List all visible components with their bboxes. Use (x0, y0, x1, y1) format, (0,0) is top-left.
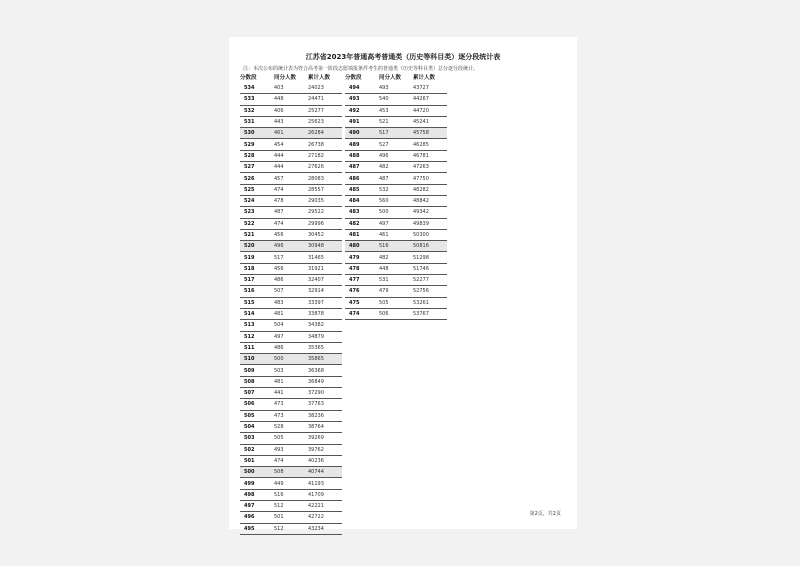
table-row (240, 297, 342, 308)
cell-score: 484 (345, 195, 379, 206)
table-note: 注：本次公布的统计表为符合高考第一阶段志愿填报条件考生的普通类（历史等科目类）总分逐分段统计。 (243, 66, 479, 72)
header-cumulative: 累计人数 (413, 75, 436, 81)
cell-cumulative: 35365 (308, 342, 342, 353)
cell-score: 501 (240, 455, 274, 466)
cell-cumulative: 34382 (308, 320, 342, 331)
cell-same-count: 540 (379, 94, 413, 105)
cell-score: 520 (240, 241, 274, 252)
cell-cumulative: 26284 (308, 128, 342, 139)
table-row (240, 229, 342, 240)
table-row (240, 444, 342, 455)
cell-same-count: 505 (379, 297, 413, 308)
cell-cumulative: 39762 (308, 444, 342, 455)
cell-same-count: 493 (274, 444, 308, 455)
cell-score: 497 (240, 500, 274, 511)
cell-same-count: 456 (274, 263, 308, 274)
cell-cumulative: 30452 (308, 229, 342, 240)
cell-same-count: 497 (274, 331, 308, 342)
table-row (240, 433, 342, 444)
table-row (345, 241, 447, 252)
table-row (345, 83, 447, 94)
cell-same-count: 444 (274, 162, 308, 173)
cell-cumulative: 40236 (308, 455, 342, 466)
cell-score: 495 (240, 523, 274, 534)
cell-score: 487 (345, 162, 379, 173)
table-row (345, 263, 447, 274)
cell-same-count: 505 (274, 433, 308, 444)
cell-cumulative: 42221 (308, 500, 342, 511)
table-row (345, 207, 447, 218)
cell-score: 511 (240, 342, 274, 353)
cell-score: 514 (240, 308, 274, 319)
cell-score: 488 (345, 150, 379, 161)
cell-score: 508 (240, 376, 274, 387)
cell-same-count: 528 (274, 421, 308, 432)
cell-same-count: 478 (274, 195, 308, 206)
cell-cumulative: 48282 (413, 184, 447, 195)
cell-same-count: 403 (274, 83, 308, 94)
cell-same-count: 486 (274, 342, 308, 353)
cell-cumulative: 26738 (308, 139, 342, 150)
cell-cumulative: 40744 (308, 467, 342, 478)
table-row (240, 523, 342, 534)
cell-same-count: 508 (274, 467, 308, 478)
table-row (345, 139, 447, 150)
cell-same-count: 512 (274, 500, 308, 511)
table-row (240, 512, 342, 523)
cell-cumulative: 37763 (308, 399, 342, 410)
cell-same-count: 449 (274, 478, 308, 489)
table-row (240, 354, 342, 365)
table-row (345, 94, 447, 105)
cell-same-count: 501 (274, 512, 308, 523)
table-row (345, 150, 447, 161)
cell-same-count: 457 (274, 173, 308, 184)
cell-same-count: 461 (379, 229, 413, 240)
cell-same-count: 461 (274, 128, 308, 139)
cell-same-count: 481 (274, 308, 308, 319)
cell-score: 485 (345, 184, 379, 195)
table-row (240, 275, 342, 286)
page-title: 江苏省2023年普通高考普通类（历史等科目类）逐分段统计表 (305, 53, 501, 61)
cell-score: 531 (240, 116, 274, 127)
cell-score: 525 (240, 184, 274, 195)
cell-cumulative: 42722 (308, 512, 342, 523)
table-row (240, 105, 342, 116)
header-score: 分数段 (345, 75, 362, 81)
cell-same-count: 482 (379, 162, 413, 173)
cell-score: 519 (240, 252, 274, 263)
cell-same-count: 503 (274, 365, 308, 376)
cell-cumulative: 36849 (308, 376, 342, 387)
cell-same-count: 517 (379, 128, 413, 139)
cell-cumulative: 29035 (308, 195, 342, 206)
cell-same-count: 512 (274, 523, 308, 534)
cell-cumulative: 27626 (308, 162, 342, 173)
cell-cumulative: 49342 (413, 207, 447, 218)
cell-same-count: 487 (274, 207, 308, 218)
cell-cumulative: 39269 (308, 433, 342, 444)
table-row (240, 286, 342, 297)
cell-cumulative: 32407 (308, 275, 342, 286)
table-row (345, 286, 447, 297)
cell-score: 510 (240, 354, 274, 365)
cell-score: 512 (240, 331, 274, 342)
table-row (240, 399, 342, 410)
table-row (240, 308, 342, 319)
cell-score: 498 (240, 489, 274, 500)
cell-same-count: 448 (274, 94, 308, 105)
cell-cumulative: 28083 (308, 173, 342, 184)
cell-score: 521 (240, 229, 274, 240)
table-row (240, 376, 342, 387)
cell-cumulative: 45241 (413, 116, 447, 127)
table-row (240, 467, 342, 478)
cell-same-count: 456 (274, 229, 308, 240)
table-row (345, 275, 447, 286)
table-row (345, 308, 447, 319)
cell-cumulative: 46781 (413, 150, 447, 161)
cell-same-count: 500 (274, 354, 308, 365)
cell-same-count: 486 (274, 275, 308, 286)
cell-score: 479 (345, 252, 379, 263)
table-row (345, 229, 447, 240)
cell-cumulative: 31921 (308, 263, 342, 274)
cell-same-count: 473 (274, 410, 308, 421)
cell-same-count: 500 (379, 207, 413, 218)
cell-score: 505 (240, 410, 274, 421)
cell-same-count: 474 (274, 218, 308, 229)
cell-score: 477 (345, 275, 379, 286)
cell-cumulative: 41193 (308, 478, 342, 489)
cell-same-count: 479 (379, 286, 413, 297)
table-row (345, 173, 447, 184)
table-row (240, 184, 342, 195)
cell-cumulative: 53767 (413, 308, 447, 319)
cell-score: 506 (240, 399, 274, 410)
cell-cumulative: 52756 (413, 286, 447, 297)
cell-same-count: 517 (274, 252, 308, 263)
cell-score: 527 (240, 162, 274, 173)
cell-cumulative: 51746 (413, 263, 447, 274)
cell-same-count: 560 (379, 195, 413, 206)
table-row (345, 105, 447, 116)
cell-score: 523 (240, 207, 274, 218)
cell-cumulative: 38236 (308, 410, 342, 421)
table-row (240, 195, 342, 206)
cell-same-count: 473 (274, 399, 308, 410)
table-row (240, 365, 342, 376)
table-row (240, 218, 342, 229)
cell-cumulative: 44720 (413, 105, 447, 116)
table-row (240, 455, 342, 466)
cell-same-count: 483 (274, 297, 308, 308)
cell-same-count: 531 (379, 275, 413, 286)
table-row (240, 410, 342, 421)
table-row (240, 83, 342, 94)
cell-same-count: 448 (379, 263, 413, 274)
cell-cumulative: 44267 (413, 94, 447, 105)
cell-cumulative: 25277 (308, 105, 342, 116)
table-row (345, 184, 447, 195)
cell-same-count: 521 (379, 116, 413, 127)
cell-score: 481 (345, 229, 379, 240)
cell-cumulative: 38764 (308, 421, 342, 432)
table-row (345, 128, 447, 139)
cell-score: 515 (240, 297, 274, 308)
cell-score: 526 (240, 173, 274, 184)
cell-cumulative: 24471 (308, 94, 342, 105)
cell-same-count: 507 (274, 286, 308, 297)
cell-score: 504 (240, 421, 274, 432)
table-row (240, 241, 342, 252)
table-header-row (345, 71, 447, 83)
table-row (240, 173, 342, 184)
cell-score: 482 (345, 218, 379, 229)
cell-cumulative: 31465 (308, 252, 342, 263)
table-row (240, 478, 342, 489)
table-row (240, 94, 342, 105)
cell-same-count: 443 (274, 116, 308, 127)
cell-score: 507 (240, 388, 274, 399)
cell-cumulative: 35865 (308, 354, 342, 365)
table-row (345, 116, 447, 127)
cell-score: 516 (240, 286, 274, 297)
cell-score: 476 (345, 286, 379, 297)
header-cumulative: 累计人数 (308, 75, 331, 81)
cell-score: 474 (345, 308, 379, 319)
cell-cumulative: 43727 (413, 83, 447, 94)
cell-score: 533 (240, 94, 274, 105)
cell-cumulative: 41709 (308, 489, 342, 500)
cell-same-count: 487 (379, 173, 413, 184)
cell-same-count: 493 (379, 83, 413, 94)
cell-score: 509 (240, 365, 274, 376)
cell-same-count: 441 (274, 388, 308, 399)
table-row (240, 252, 342, 263)
cell-score: 517 (240, 275, 274, 286)
table-row (240, 162, 342, 173)
table-row (240, 207, 342, 218)
cell-cumulative: 53261 (413, 297, 447, 308)
cell-score: 494 (345, 83, 379, 94)
cell-same-count: 481 (274, 376, 308, 387)
cell-cumulative: 37290 (308, 388, 342, 399)
cell-cumulative: 51298 (413, 252, 447, 263)
page-number: 第2页，共2页 (529, 511, 561, 517)
cell-score: 528 (240, 150, 274, 161)
cell-same-count: 527 (379, 139, 413, 150)
table-row (240, 116, 342, 127)
table-row (345, 195, 447, 206)
cell-same-count: 496 (379, 150, 413, 161)
cell-score: 475 (345, 297, 379, 308)
cell-same-count: 406 (274, 105, 308, 116)
cell-cumulative: 49839 (413, 218, 447, 229)
table-row (345, 162, 447, 173)
cell-same-count: 497 (379, 218, 413, 229)
table-row (240, 320, 342, 331)
cell-same-count: 474 (274, 455, 308, 466)
cell-cumulative: 52277 (413, 275, 447, 286)
cell-cumulative: 50300 (413, 229, 447, 240)
cell-cumulative: 48842 (413, 195, 447, 206)
cell-same-count: 453 (379, 105, 413, 116)
cell-score: 486 (345, 173, 379, 184)
cell-score: 499 (240, 478, 274, 489)
cell-score: 530 (240, 128, 274, 139)
cell-cumulative: 24023 (308, 83, 342, 94)
cell-score: 493 (345, 94, 379, 105)
table-row (240, 139, 342, 150)
cell-score: 534 (240, 83, 274, 94)
table-row (240, 489, 342, 500)
cell-score: 491 (345, 116, 379, 127)
table-row (240, 263, 342, 274)
cell-cumulative: 32914 (308, 286, 342, 297)
cell-score: 489 (345, 139, 379, 150)
cell-cumulative: 27182 (308, 150, 342, 161)
cell-score: 496 (240, 512, 274, 523)
cell-same-count: 454 (274, 139, 308, 150)
cell-score: 529 (240, 139, 274, 150)
cell-score: 522 (240, 218, 274, 229)
cell-cumulative: 47750 (413, 173, 447, 184)
header-same-count: 同分人数 (274, 75, 297, 81)
cell-cumulative: 46285 (413, 139, 447, 150)
cell-cumulative: 45758 (413, 128, 447, 139)
cell-score: 518 (240, 263, 274, 274)
table-row (240, 128, 342, 139)
table-row (345, 297, 447, 308)
cell-same-count: 474 (274, 184, 308, 195)
score-table-right (345, 71, 447, 320)
table-row (240, 500, 342, 511)
cell-same-count: 506 (379, 308, 413, 319)
table-row (240, 421, 342, 432)
cell-same-count: 516 (274, 489, 308, 500)
score-table-left (240, 71, 342, 535)
table-row (240, 342, 342, 353)
cell-cumulative: 36368 (308, 365, 342, 376)
header-score: 分数段 (240, 75, 257, 81)
cell-score: 490 (345, 128, 379, 139)
cell-score: 480 (345, 241, 379, 252)
cell-score: 502 (240, 444, 274, 455)
cell-cumulative: 50816 (413, 241, 447, 252)
cell-cumulative: 29996 (308, 218, 342, 229)
cell-score: 503 (240, 433, 274, 444)
table-row (345, 252, 447, 263)
header-same-count: 同分人数 (379, 75, 402, 81)
cell-score: 532 (240, 105, 274, 116)
cell-cumulative: 28557 (308, 184, 342, 195)
table-row (240, 150, 342, 161)
cell-score: 492 (345, 105, 379, 116)
cell-cumulative: 33878 (308, 308, 342, 319)
cell-same-count: 504 (274, 320, 308, 331)
cell-cumulative: 30948 (308, 241, 342, 252)
document-page (229, 37, 577, 532)
cell-score: 500 (240, 467, 274, 478)
cell-same-count: 444 (274, 150, 308, 161)
table-header-row (240, 71, 342, 83)
cell-same-count: 482 (379, 252, 413, 263)
cell-score: 513 (240, 320, 274, 331)
cell-score: 478 (345, 263, 379, 274)
cell-cumulative: 47263 (413, 162, 447, 173)
cell-same-count: 516 (379, 241, 413, 252)
table-row (240, 388, 342, 399)
cell-same-count: 532 (379, 184, 413, 195)
cell-cumulative: 29522 (308, 207, 342, 218)
table-row (240, 331, 342, 342)
cell-same-count: 496 (274, 241, 308, 252)
cell-cumulative: 43234 (308, 523, 342, 534)
cell-cumulative: 34879 (308, 331, 342, 342)
cell-score: 483 (345, 207, 379, 218)
cell-cumulative: 33397 (308, 297, 342, 308)
table-row (345, 218, 447, 229)
cell-cumulative: 25623 (308, 116, 342, 127)
cell-score: 524 (240, 195, 274, 206)
